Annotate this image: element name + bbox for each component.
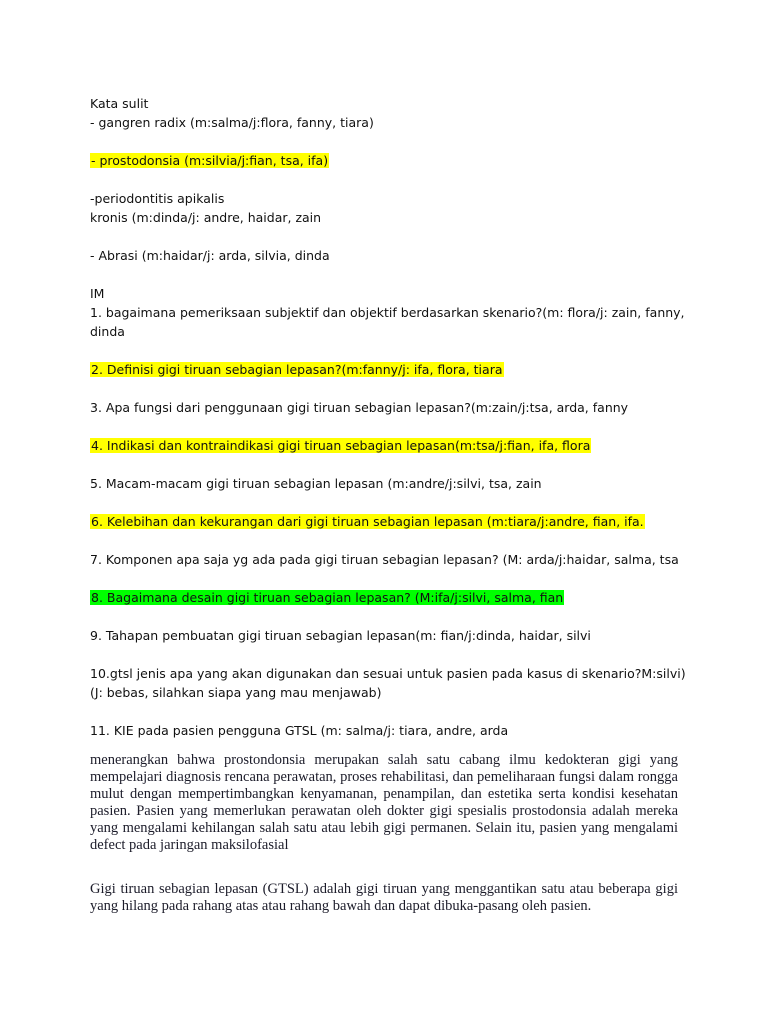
kata-sulit-item-2-highlighted: - prostodonsia (m:silvia/j:fian, tsa, ifa) (91, 153, 329, 168)
im-question-4-highlighted: 4. Indikasi dan kontraindikasi gigi tiruan sebagian lepasan(m:tsa/j:fian, ifa, flora (91, 438, 591, 453)
kata-sulit-item-1: - gangren radix (m:salma/j:flora, fanny, tiara) (90, 115, 374, 130)
kata-sulit-item-3-line-1: -periodontitis apikalis (90, 191, 225, 206)
gtsl-definition-paragraph: Gigi tiruan sebagian lepasan (GTSL) adalah gigi tiruan yang menggantikan satu atau beberapa gigi yang hilang pada rahang atas atau rahang bawah dan dapat dibuka-pasang oleh pasien. (90, 881, 678, 914)
im-question-2-highlighted: 2. Definisi gigi tiruan sebagian lepasan?(m:fanny/j: ifa, flora, tiara (91, 362, 503, 377)
im-question-10-line-1: 10.gtsl jenis apa yang akan digunakan dan sesuai untuk pasien pada kasus di skenario?M:silvi) (90, 666, 686, 681)
im-question-7: 7. Komponen apa saja yg ada pada gigi tiruan sebagian lepasan? (M: arda/j:haidar, salma, tsa (90, 552, 679, 567)
prostodonsia-paragraph: menerangkan bahwa prostondonsia merupakan salah satu cabang ilmu kedokteran gigi yang mempelajari diagnosis rencana perawatan, proses rehabilitasi, dan pemeliharaan fungsi dalam rongga mulut dengan mempertimbangkan kenyamanan, penampilan, dan estetika serta kondisi kesehatan pasien. Pasien yang memerlukan perawatan oleh dokter gigi spesialis prostodonsia adalah mereka yang mengalami kehilangan salah satu atau lebih gigi permanen. Selain itu, pasien yang mengalami defect pada jaringan maksilofasial (90, 752, 678, 853)
kata-sulit-heading: Kata sulit (90, 96, 149, 111)
im-question-5: 5. Macam-macam gigi tiruan sebagian lepasan (m:andre/j:silvi, tsa, zain (90, 476, 542, 491)
im-question-10-line-2: (J: bebas, silahkan siapa yang mau menjawab) (90, 685, 382, 700)
im-question-3: 3. Apa fungsi dari penggunaan gigi tiruan sebagian lepasan?(m:zain/j:tsa, arda, fanny (90, 400, 629, 415)
kata-sulit-item-4: - Abrasi (m:haidar/j: arda, silvia, dinda (90, 248, 330, 263)
notes-list (90, 94, 690, 740)
im-heading: IM (90, 286, 105, 301)
im-question-9: 9. Tahapan pembuatan gigi tiruan sebagian lepasan(m: fian/j:dinda, haidar, silvi (90, 628, 591, 643)
kata-sulit-item-3-line-2: kronis (m:dinda/j: andre, haidar, zain (90, 210, 322, 225)
im-question-1: 1. bagaimana pemeriksaan subjektif dan objektif berdasarkan skenario?(m: flora/j: zain, fanny, dinda (90, 305, 685, 339)
im-question-11: 11. KIE pada pasien pengguna GTSL (m: salma/j: tiara, andre, arda (90, 723, 509, 738)
im-question-8-highlighted: 8. Bagaimana desain gigi tiruan sebagian lepasan? (M:ifa/j:silvi, salma, fian (91, 590, 564, 605)
im-question-6-highlighted: 6. Kelebihan dan kekurangan dari gigi tiruan sebagian lepasan (m:tiara/j:andre, fian, ifa. (91, 514, 644, 529)
